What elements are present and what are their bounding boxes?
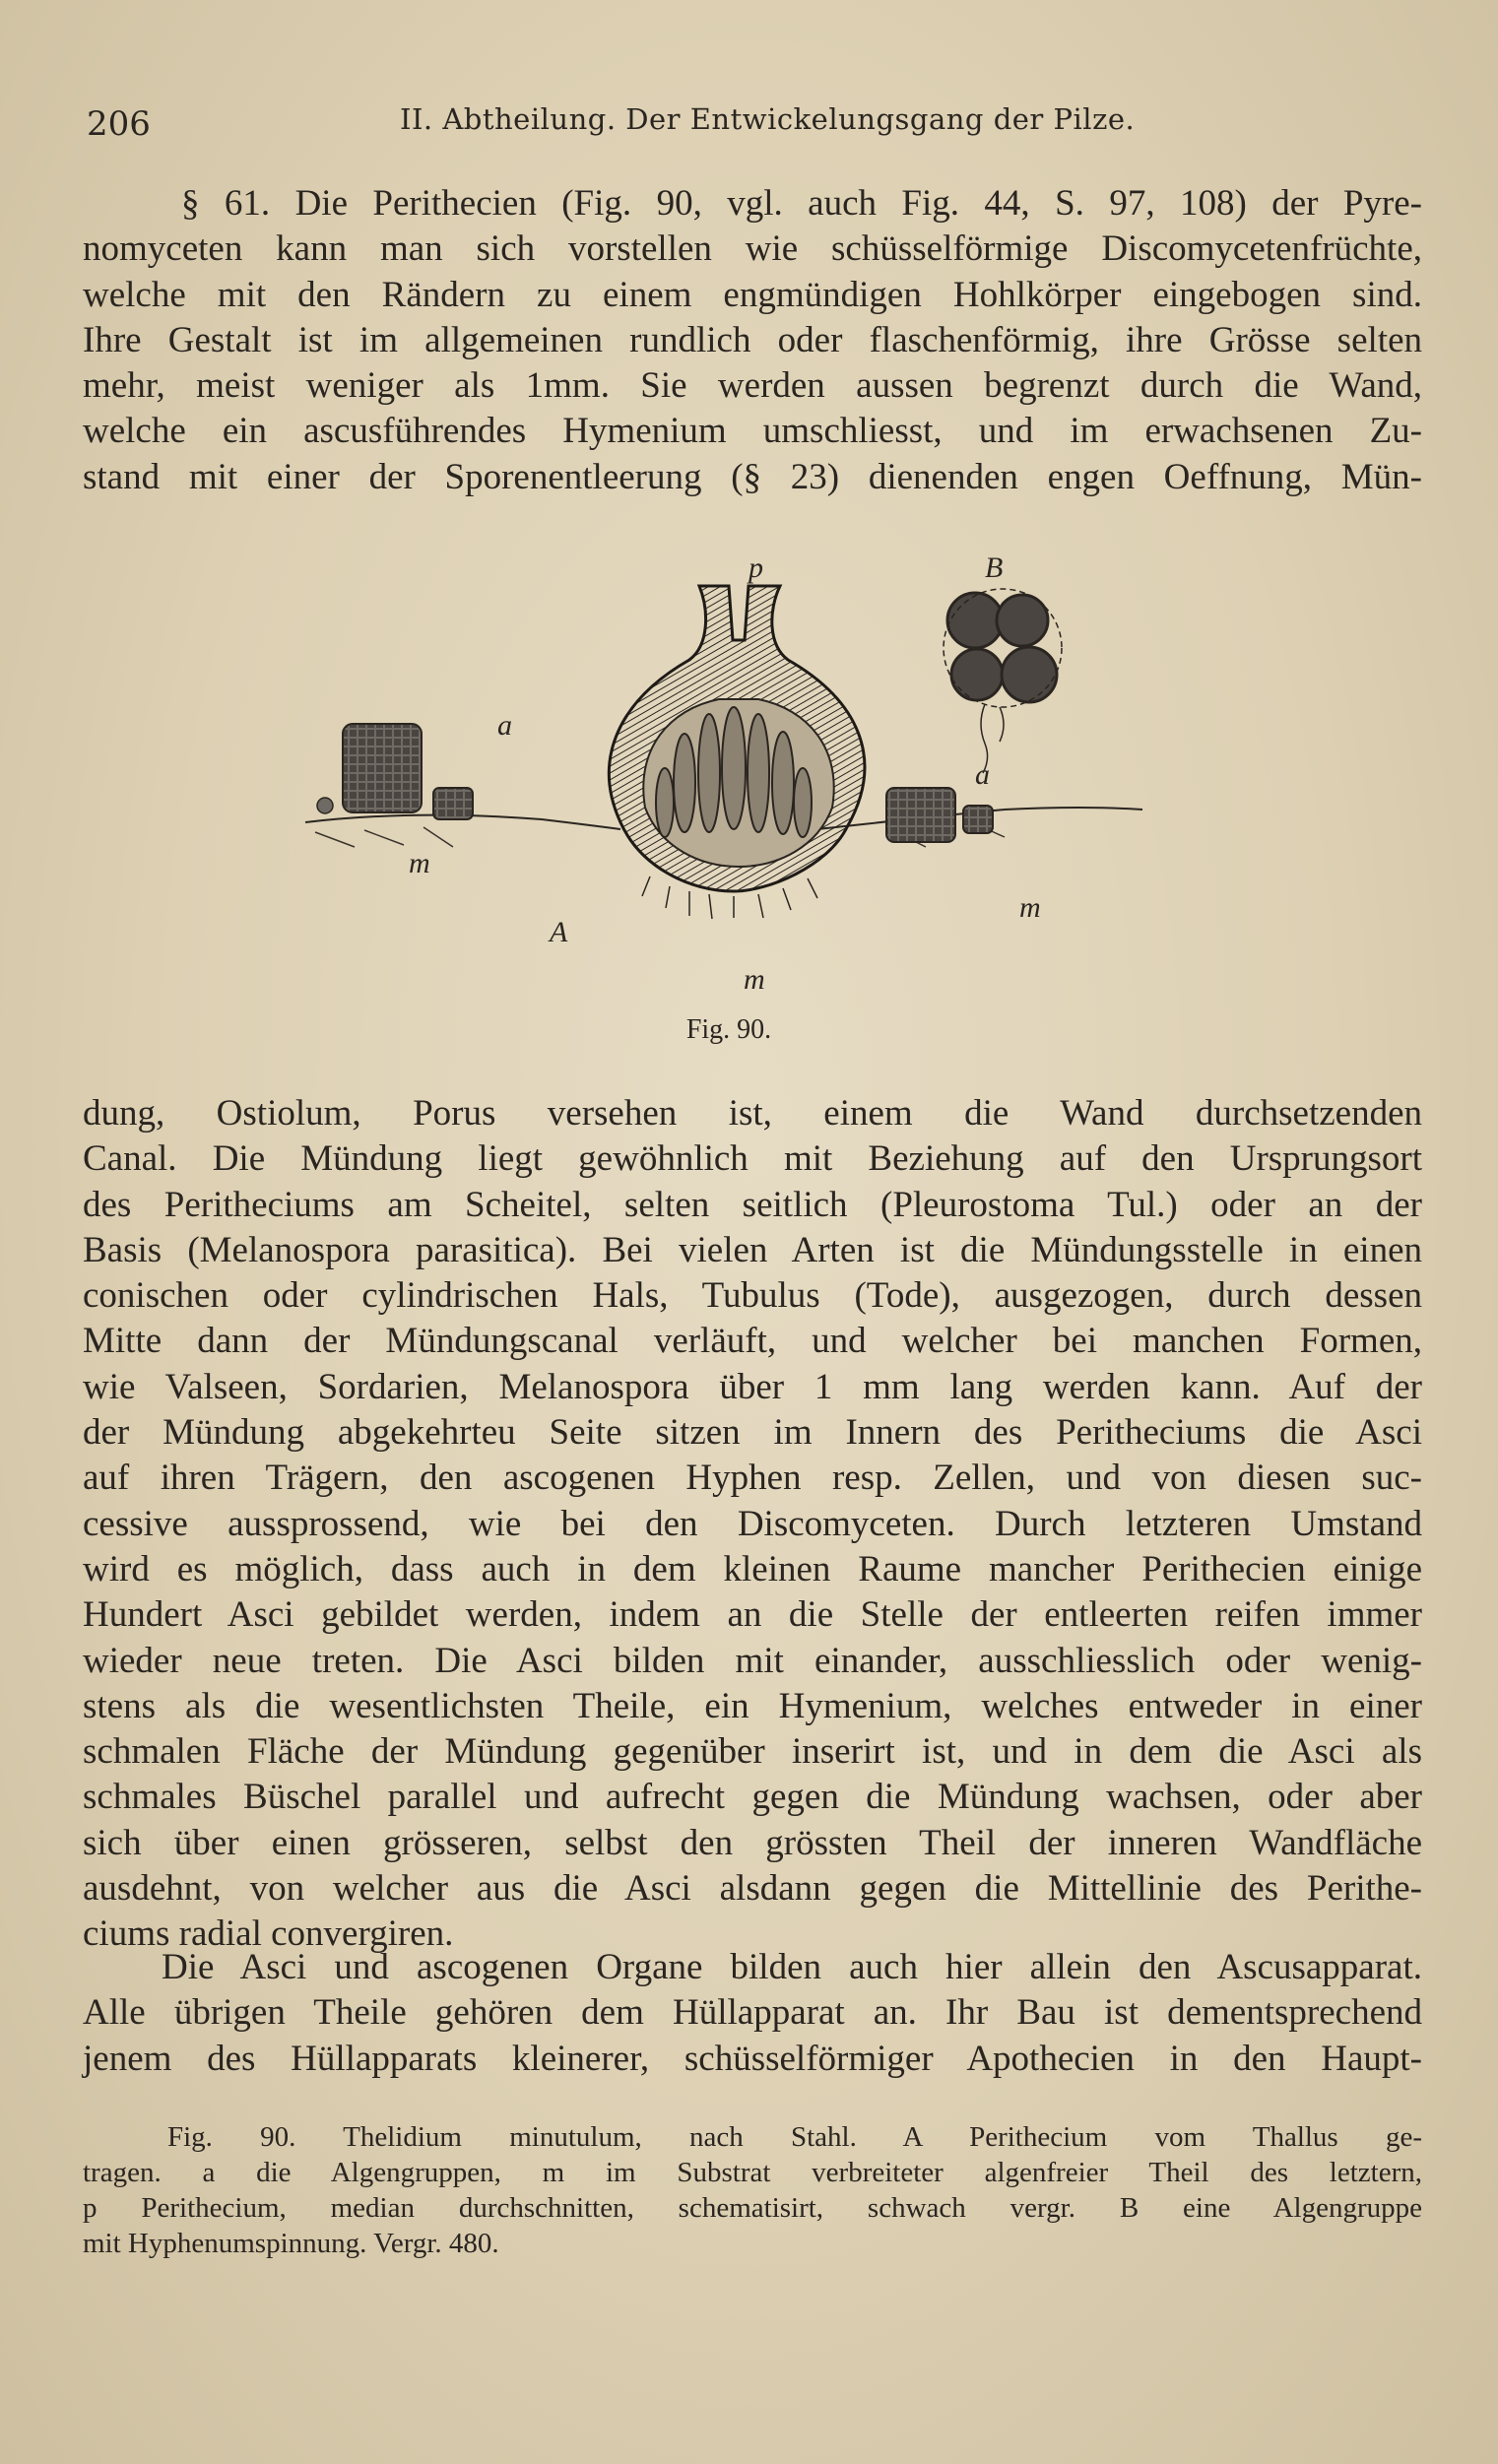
text-line: § 61. Die Perithecien (Fig. 90, vgl. auch Fig. 44, S. 97, 108) der Pyre- <box>181 183 1422 224</box>
algae-group-right <box>886 788 993 842</box>
label-B: B <box>985 551 1004 584</box>
caption-line: tragen. a die Algengruppen, m im Substrat verbreiteter algenfreier Theil des letztern, <box>83 2157 1422 2188</box>
text-line: der Mündung abgekehrteu Seite sitzen im Innern des Peritheciums die Asci <box>83 1412 1422 1454</box>
perithecium-illustration <box>295 551 1162 1014</box>
paragraph-muendung <box>83 1091 1422 1958</box>
text-line: stand mit einer der Sporenentleerung (§ 23) dienenden engen Oeffnung, Mün- <box>83 456 1422 497</box>
text-line: mehr, meist weniger als 1mm. Sie werden aussen begrenzt durch die Wand, <box>83 365 1422 407</box>
text-line: wird es möglich, dass auch in dem kleinen Raume mancher Perithecien einige <box>83 1548 1422 1589</box>
page-header <box>87 98 1416 148</box>
caption-line: p Perithecium, median durchschnitten, schematisirt, schwach vergr. B eine Algengruppe <box>83 2192 1422 2224</box>
text-line: wie Valseen, Sordarien, Melanospora über 1 mm lang werden kann. Auf der <box>83 1366 1422 1407</box>
figure-90 <box>295 551 1162 1045</box>
page-number: 206 <box>87 104 151 144</box>
perithecium-body <box>609 586 864 919</box>
text-line: nomyceten kann man sich vorstellen wie schüsselförmige Discomycetenfrüchte, <box>83 228 1422 270</box>
figure-caption <box>83 2119 1422 2261</box>
caption-line: Fig. 90. Thelidium minutulum, nach Stahl. A Perithecium vom Thallus ge- <box>167 2121 1422 2153</box>
text-line: ausdehnt, von welcher aus die Asci alsdann gegen die Mittellinie des Perithe- <box>83 1868 1422 1910</box>
text-line: jenem des Hüllapparats kleinerer, schüsselförmiger Apothecien in den Haupt- <box>83 2038 1422 2079</box>
text-line: sich über einen grösseren, selbst den grössten Theil der inneren Wandfläche <box>83 1822 1422 1863</box>
text-line: des Peritheciums am Scheitel, selten seitlich (Pleurostoma Tul.) oder an der <box>83 1184 1422 1225</box>
text-line: Ihre Gestalt ist im allgemeinen rundlich oder flaschenförmig, ihre Grösse selten <box>83 319 1422 360</box>
caption-line: mit Hyphenumspinnung. Vergr. 480. <box>83 2228 499 2259</box>
text-line: Die Asci und ascogenen Organe bilden auch hier allein den Ascusapparat. <box>162 1947 1422 1987</box>
text-line: Basis (Melanospora parasitica). Bei vielen Arten ist die Mündungsstelle in einen <box>83 1229 1422 1270</box>
running-head: II. Abtheilung. Der Entwickelungsgang der Pilze. <box>400 102 1136 136</box>
text-line: Canal. Die Mündung liegt gewöhnlich mit Beziehung auf den Ursprungsort <box>83 1138 1422 1180</box>
text-line: wieder neue treten. Die Asci bilden mit einander, ausschliesslich oder wenig- <box>83 1640 1422 1681</box>
figure-label: Fig. 90. <box>685 1014 772 1045</box>
text-line: welche mit den Rändern zu einem engmündigen Hohlkörper eingebogen sind. <box>83 274 1422 315</box>
label-m-right: m <box>1019 891 1041 924</box>
algae-group-left <box>317 724 473 819</box>
text-line: conischen oder cylindrischen Hals, Tubulus (Tode), ausgezogen, durch dessen <box>83 1275 1422 1317</box>
text-line: ciums radial convergiren. <box>83 1913 454 1955</box>
text-line: Hundert Asci gebildet werden, indem an die Stelle der entleerten reifen immer <box>83 1594 1422 1636</box>
text-line: dung, Ostiolum, Porus versehen ist, einem die Wand durchsetzenden <box>83 1093 1422 1134</box>
label-p: p <box>749 551 763 584</box>
label-A: A <box>550 916 568 948</box>
paragraph-ascusapparat <box>83 1945 1422 2082</box>
text-line: welche ein ascusführendes Hymenium umschliesst, und im erwachsenen Zu- <box>83 411 1422 452</box>
text-line: Alle übrigen Theile gehören dem Hüllapparat an. Ihr Bau ist dementsprechend <box>83 1992 1422 2034</box>
text-line: cessive aussprossend, wie bei den Discomyceten. Durch letzteren Umstand <box>83 1503 1422 1544</box>
paragraph-perithecien-intro <box>83 181 1422 500</box>
text-line: schmalen Fläche der Mündung gegenüber inserirt ist, und in dem die Asci als <box>83 1731 1422 1773</box>
label-a-left: a <box>497 709 512 742</box>
label-m-bottom: m <box>744 963 765 996</box>
text-line: schmales Büschel parallel und aufrecht gegen die Mündung wachsen, oder aber <box>83 1777 1422 1818</box>
label-m-left: m <box>409 847 430 879</box>
text-line: stens als die wesentlichsten Theile, ein Hymenium, welches entweder in einer <box>83 1685 1422 1726</box>
text-line: Mitte dann der Mündungscanal verläuft, und welcher bei manchen Formen, <box>83 1321 1422 1362</box>
label-a-right: a <box>975 758 990 791</box>
text-line: auf ihren Trägern, den ascogenen Hyphen resp. Zellen, und von diesen suc- <box>83 1458 1422 1499</box>
algae-group-B <box>944 589 1062 773</box>
